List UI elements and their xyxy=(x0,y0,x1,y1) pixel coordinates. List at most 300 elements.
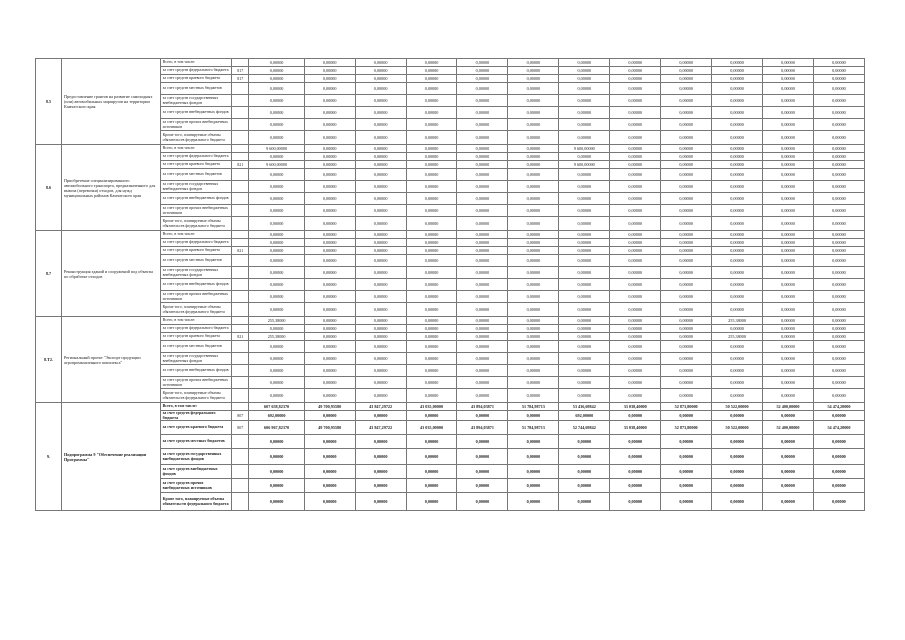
amount-cell: 0,00000 xyxy=(763,279,814,291)
budget-code xyxy=(232,107,249,119)
amount-cell: 0,00000 xyxy=(304,193,355,205)
amount-cell: 0,00000 xyxy=(406,193,457,205)
amount-cell: 0,00000 xyxy=(249,181,304,193)
amount-cell: 0,00000 xyxy=(304,145,355,153)
amount-cell: 0,00000 xyxy=(355,449,406,465)
amount-cell: 0,00000 xyxy=(661,303,712,317)
funding-source: за счет средств прочих внебюджетных источников xyxy=(160,205,232,217)
table-row xyxy=(36,303,865,317)
amount-cell: 0,00000 xyxy=(661,493,712,511)
amount-cell: 0,00000 xyxy=(457,83,508,95)
amount-cell: 43 894,03871 xyxy=(457,421,508,435)
table-row xyxy=(36,449,865,465)
amount-cell: 0,00000 xyxy=(813,303,864,317)
table-row xyxy=(36,247,865,255)
funding-source: за счет средств краевого бюджета xyxy=(160,421,232,435)
amount-cell: 0,00000 xyxy=(610,449,661,465)
table-row xyxy=(36,353,865,365)
funding-source: за счет средств федерального бюджета xyxy=(160,239,232,247)
amount-cell: 0,00000 xyxy=(813,107,864,119)
amount-cell: 0,00000 xyxy=(559,341,610,353)
amount-cell: 0,00000 xyxy=(457,247,508,255)
amount-cell: 0,00000 xyxy=(813,493,864,511)
amount-cell: 0,00000 xyxy=(661,279,712,291)
amount-cell: 0,00000 xyxy=(813,161,864,169)
funding-source: за счет средств местных бюджетов xyxy=(160,255,232,267)
section-code: 8.7 xyxy=(36,231,62,317)
amount-cell: 0,00000 xyxy=(508,377,559,389)
section-code: 8.Т2. xyxy=(36,317,62,403)
amount-cell: 0,00000 xyxy=(249,231,304,239)
amount-cell: 0,00000 xyxy=(661,325,712,333)
funding-source: за счет средств государственных внебюджетных фондов xyxy=(160,181,232,193)
amount-cell: 0,00000 xyxy=(559,107,610,119)
amount-cell: 0,00000 xyxy=(304,341,355,353)
funding-source: за счет средств местных бюджетов xyxy=(160,83,232,95)
amount-cell: 606 967,82370 xyxy=(249,421,304,435)
funding-source: за счет средств государственных внебюджетных фондов xyxy=(160,95,232,107)
amount-cell: 0,00000 xyxy=(661,67,712,75)
amount-cell: 0,00000 xyxy=(610,377,661,389)
table-row xyxy=(36,317,865,325)
amount-cell: 0,00000 xyxy=(355,59,406,67)
amount-cell: 0,00000 xyxy=(813,365,864,377)
amount-cell: 0,00000 xyxy=(304,255,355,267)
amount-cell: 0,00000 xyxy=(610,217,661,231)
amount-cell: 0,00000 xyxy=(304,153,355,161)
table-row xyxy=(36,389,865,403)
amount-cell: 0,00000 xyxy=(763,217,814,231)
amount-cell: 0,00000 xyxy=(304,181,355,193)
amount-cell: 0,00000 xyxy=(406,231,457,239)
amount-cell: 0,00000 xyxy=(249,255,304,267)
amount-cell: 51 784,98713 xyxy=(508,421,559,435)
budget-code: 817 xyxy=(232,75,249,83)
amount-cell: 0,00000 xyxy=(712,279,763,291)
amount-cell: 0,00000 xyxy=(559,255,610,267)
amount-cell: 0,00000 xyxy=(610,59,661,67)
amount-cell: 0,00000 xyxy=(610,83,661,95)
amount-cell: 0,00000 xyxy=(610,303,661,317)
amount-cell: 0,00000 xyxy=(712,353,763,365)
table-row xyxy=(36,377,865,389)
amount-cell: 0,00000 xyxy=(661,161,712,169)
amount-cell: 0,00000 xyxy=(406,435,457,449)
amount-cell: 0,00000 xyxy=(813,181,864,193)
section-title: Региональный проект "Экспорт продукции агропромышленного комплекса" xyxy=(62,317,161,403)
section-code: 8.6 xyxy=(36,145,62,231)
amount-cell: 0,00000 xyxy=(763,389,814,403)
amount-cell: 607 658,82370 xyxy=(249,403,304,411)
amount-cell: 0,00000 xyxy=(559,95,610,107)
amount-cell: 0,00000 xyxy=(610,365,661,377)
amount-cell: 0,00000 xyxy=(661,75,712,83)
amount-cell: 0,00000 xyxy=(457,435,508,449)
table-row xyxy=(36,325,865,333)
amount-cell: 0,00000 xyxy=(304,231,355,239)
amount-cell: 0,00000 xyxy=(457,449,508,465)
amount-cell: 0,00000 xyxy=(249,169,304,181)
amount-cell: 0,00000 xyxy=(712,153,763,161)
amount-cell: 0,00000 xyxy=(457,217,508,231)
amount-cell: 0,00000 xyxy=(712,465,763,479)
amount-cell: 0,00000 xyxy=(355,107,406,119)
amount-cell: 0,00000 xyxy=(304,377,355,389)
amount-cell: 0,00000 xyxy=(813,119,864,131)
amount-cell: 0,00000 xyxy=(355,153,406,161)
amount-cell: 0,00000 xyxy=(508,83,559,95)
amount-cell: 0,00000 xyxy=(508,325,559,333)
amount-cell: 0,00000 xyxy=(249,95,304,107)
amount-cell: 0,00000 xyxy=(661,119,712,131)
amount-cell: 0,00000 xyxy=(559,169,610,181)
amount-cell: 0,00000 xyxy=(763,291,814,303)
budget-code xyxy=(232,279,249,291)
amount-cell: 0,00000 xyxy=(355,255,406,267)
amount-cell: 0,00000 xyxy=(763,255,814,267)
amount-cell: 0,00000 xyxy=(355,435,406,449)
amount-cell: 0,00000 xyxy=(457,119,508,131)
amount-cell: 0,00000 xyxy=(813,267,864,279)
amount-cell: 0,00000 xyxy=(763,83,814,95)
amount-cell: 0,00000 xyxy=(559,181,610,193)
amount-cell: 0,00000 xyxy=(813,449,864,465)
amount-cell: 0,00000 xyxy=(508,465,559,479)
amount-cell: 0,00000 xyxy=(457,291,508,303)
amount-cell: 0,00000 xyxy=(457,95,508,107)
amount-cell: 0,00000 xyxy=(249,247,304,255)
amount-cell: 0,00000 xyxy=(610,247,661,255)
funding-source: за счет средств прочих внебюджетных источников xyxy=(160,479,232,493)
budget-code xyxy=(232,217,249,231)
amount-cell: 9 600,00000 xyxy=(249,145,304,153)
amount-cell: 0,00000 xyxy=(457,161,508,169)
amount-cell: 0,00000 xyxy=(712,205,763,217)
table-row xyxy=(36,239,865,247)
amount-cell: 0,00000 xyxy=(610,95,661,107)
amount-cell: 43 035,00000 xyxy=(406,421,457,435)
amount-cell: 0,00000 xyxy=(406,169,457,181)
amount-cell: 0,00000 xyxy=(406,449,457,465)
amount-cell: 0,00000 xyxy=(457,239,508,247)
amount-cell: 0,00000 xyxy=(559,303,610,317)
amount-cell: 0,00000 xyxy=(406,67,457,75)
amount-cell: 0,00000 xyxy=(304,95,355,107)
amount-cell: 0,00000 xyxy=(559,479,610,493)
amount-cell: 0,00000 xyxy=(457,317,508,325)
budget-code xyxy=(232,389,249,403)
amount-cell: 0,00000 xyxy=(610,239,661,247)
table-row xyxy=(36,193,865,205)
budget-code xyxy=(232,353,249,365)
amount-cell: 0,00000 xyxy=(508,59,559,67)
amount-cell: 0,00000 xyxy=(249,217,304,231)
funding-source: за счет средств внебюджетных фондов xyxy=(160,193,232,205)
amount-cell: 0,00000 xyxy=(610,341,661,353)
amount-cell: 0,00000 xyxy=(559,75,610,83)
amount-cell: 0,00000 xyxy=(355,169,406,181)
amount-cell: 0,00000 xyxy=(763,465,814,479)
funding-source: за счет средств внебюджетных фондов xyxy=(160,465,232,479)
amount-cell: 0,00000 xyxy=(249,75,304,83)
amount-cell: 0,00000 xyxy=(304,333,355,341)
amount-cell: 0,00000 xyxy=(610,279,661,291)
amount-cell: 0,00000 xyxy=(813,95,864,107)
amount-cell: 0,00000 xyxy=(304,107,355,119)
amount-cell: 0,00000 xyxy=(304,479,355,493)
amount-cell: 0,00000 xyxy=(661,169,712,181)
amount-cell: 0,00000 xyxy=(813,169,864,181)
amount-cell: 0,00000 xyxy=(610,169,661,181)
table-row xyxy=(36,95,865,107)
funding-source: за счет средств федерального бюджета xyxy=(160,153,232,161)
amount-cell: 0,00000 xyxy=(508,479,559,493)
amount-cell: 0,00000 xyxy=(355,231,406,239)
amount-cell: 0,00000 xyxy=(508,247,559,255)
amount-cell: 0,00000 xyxy=(661,389,712,403)
amount-cell: 0,00000 xyxy=(304,161,355,169)
amount-cell: 0,00000 xyxy=(610,107,661,119)
amount-cell: 0,00000 xyxy=(813,247,864,255)
amount-cell: 0,00000 xyxy=(763,341,814,353)
amount-cell: 54 474,20000 xyxy=(813,421,864,435)
amount-cell: 0,00000 xyxy=(610,317,661,325)
amount-cell: 0,00000 xyxy=(610,181,661,193)
amount-cell: 0,00000 xyxy=(249,325,304,333)
amount-cell: 0,00000 xyxy=(661,131,712,145)
amount-cell: 0,00000 xyxy=(661,247,712,255)
amount-cell: 0,00000 xyxy=(610,389,661,403)
amount-cell: 0,00000 xyxy=(457,267,508,279)
amount-cell: 0,00000 xyxy=(813,389,864,403)
amount-cell: 0,00000 xyxy=(712,83,763,95)
amount-cell: 0,00000 xyxy=(610,325,661,333)
amount-cell: 0,00000 xyxy=(712,217,763,231)
amount-cell: 0,00000 xyxy=(355,479,406,493)
amount-cell: 0,00000 xyxy=(457,353,508,365)
amount-cell: 0,00000 xyxy=(610,67,661,75)
amount-cell: 0,00000 xyxy=(763,267,814,279)
amount-cell: 33 038,40000 xyxy=(610,403,661,411)
funding-source: за счет средств краевого бюджета xyxy=(160,333,232,341)
amount-cell: 0,00000 xyxy=(304,247,355,255)
section-title: Приобретение специализированного автомобильного транспорта, предназначенного для вывоза (перевозки) отходов, для нужд муниципальных районов Камчатского края xyxy=(62,145,161,231)
amount-cell: 0,00000 xyxy=(406,279,457,291)
amount-cell: 0,00000 xyxy=(763,411,814,421)
amount-cell: 51 784,98713 xyxy=(508,403,559,411)
amount-cell: 0,00000 xyxy=(712,95,763,107)
funding-source: за счет средств внебюджетных фондов xyxy=(160,279,232,291)
table-row xyxy=(36,411,865,421)
amount-cell: 43 847,29722 xyxy=(355,421,406,435)
funding-source: за счет средств краевого бюджета xyxy=(160,75,232,83)
funding-source: за счет средств местных бюджетов xyxy=(160,435,232,449)
amount-cell: 0,00000 xyxy=(712,161,763,169)
budget-code: 807 xyxy=(232,411,249,421)
amount-cell: 0,00000 xyxy=(813,231,864,239)
amount-cell: 0,00000 xyxy=(559,247,610,255)
budget-code xyxy=(232,131,249,145)
amount-cell: 0,00000 xyxy=(406,181,457,193)
amount-cell: 0,00000 xyxy=(661,353,712,365)
amount-cell: 0,00000 xyxy=(610,255,661,267)
amount-cell: 0,00000 xyxy=(304,353,355,365)
amount-cell: 0,00000 xyxy=(457,131,508,145)
amount-cell: 0,00000 xyxy=(763,75,814,83)
amount-cell: 0,00000 xyxy=(508,365,559,377)
amount-cell: 0,00000 xyxy=(610,333,661,341)
amount-cell: 0,00000 xyxy=(457,333,508,341)
amount-cell: 0,00000 xyxy=(712,291,763,303)
amount-cell: 0,00000 xyxy=(249,279,304,291)
amount-cell: 0,00000 xyxy=(813,291,864,303)
amount-cell: 0,00000 xyxy=(406,247,457,255)
amount-cell: 0,00000 xyxy=(813,377,864,389)
funding-source: за счет средств прочих внебюджетных источников xyxy=(160,119,232,131)
amount-cell: 0,00000 xyxy=(712,239,763,247)
amount-cell: 0,00000 xyxy=(457,255,508,267)
amount-cell: 0,00000 xyxy=(457,231,508,239)
table-row xyxy=(36,153,865,161)
funding-source: за счет средств местных бюджетов xyxy=(160,341,232,353)
amount-cell: 0,00000 xyxy=(763,247,814,255)
amount-cell: 0,00000 xyxy=(813,75,864,83)
section-title: Предоставление грантов на развитие самоходных (или) автомобильных маршрутов на территории Камчатского края xyxy=(62,59,161,145)
amount-cell: 0,00000 xyxy=(457,325,508,333)
amount-cell: 0,00000 xyxy=(610,353,661,365)
amount-cell: 0,00000 xyxy=(813,479,864,493)
budget-code xyxy=(232,465,249,479)
funding-source: за счет средств федерального бюджета xyxy=(160,67,232,75)
amount-cell: 0,00000 xyxy=(249,493,304,511)
amount-cell: 0,00000 xyxy=(813,239,864,247)
amount-cell: 0,00000 xyxy=(763,449,814,465)
amount-cell: 0,00000 xyxy=(712,145,763,153)
budget-code xyxy=(232,193,249,205)
funding-source: за счет средств краевого бюджета xyxy=(160,161,232,169)
amount-cell: 0,00000 xyxy=(712,267,763,279)
funding-source: Всего, в том числе: xyxy=(160,59,232,67)
amount-cell: 0,00000 xyxy=(763,161,814,169)
amount-cell: 0,00000 xyxy=(304,239,355,247)
amount-cell: 0,00000 xyxy=(559,317,610,325)
amount-cell: 692,00000 xyxy=(559,411,610,421)
amount-cell: 0,00000 xyxy=(661,145,712,153)
amount-cell: 0,00000 xyxy=(661,449,712,465)
amount-cell: 0,00000 xyxy=(661,291,712,303)
amount-cell: 0,00000 xyxy=(355,465,406,479)
funding-source: за счет средств внебюджетных фондов xyxy=(160,107,232,119)
amount-cell: 0,00000 xyxy=(355,411,406,421)
section-title: Подпрограмма 9 "Обеспечение реализации Программы" xyxy=(62,403,161,511)
budget-code xyxy=(232,239,249,247)
amount-cell: 0,00000 xyxy=(712,303,763,317)
amount-cell: 0,00000 xyxy=(249,465,304,479)
amount-cell: 0,00000 xyxy=(763,193,814,205)
amount-cell: 0,00000 xyxy=(610,131,661,145)
amount-cell: 0,00000 xyxy=(559,59,610,67)
amount-cell: 0,00000 xyxy=(508,267,559,279)
amount-cell: 52 744,69842 xyxy=(559,421,610,435)
amount-cell: 0,00000 xyxy=(355,145,406,153)
amount-cell: 0,00000 xyxy=(355,67,406,75)
amount-cell: 52 400,00000 xyxy=(763,403,814,411)
funding-source: за счет средств государственных внебюджетных фондов xyxy=(160,449,232,465)
amount-cell: 0,00000 xyxy=(813,153,864,161)
amount-cell: 0,00000 xyxy=(661,153,712,161)
amount-cell: 0,00000 xyxy=(813,411,864,421)
amount-cell: 0,00000 xyxy=(457,193,508,205)
amount-cell: 0,00000 xyxy=(610,161,661,169)
amount-cell: 0,00000 xyxy=(712,231,763,239)
amount-cell: 0,00000 xyxy=(304,131,355,145)
amount-cell: 0,00000 xyxy=(406,255,457,267)
amount-cell: 0,00000 xyxy=(406,303,457,317)
amount-cell: 0,00000 xyxy=(559,131,610,145)
amount-cell: 255,38000 xyxy=(249,317,304,325)
amount-cell: 0,00000 xyxy=(406,239,457,247)
amount-cell: 0,00000 xyxy=(406,153,457,161)
amount-cell: 0,00000 xyxy=(712,341,763,353)
budget-code xyxy=(232,119,249,131)
amount-cell: 0,00000 xyxy=(813,205,864,217)
amount-cell: 0,00000 xyxy=(712,247,763,255)
amount-cell: 0,00000 xyxy=(406,59,457,67)
amount-cell: 0,00000 xyxy=(508,353,559,365)
budget-code xyxy=(232,205,249,217)
amount-cell: 0,00000 xyxy=(457,303,508,317)
amount-cell: 0,00000 xyxy=(813,145,864,153)
amount-cell: 0,00000 xyxy=(508,333,559,341)
table-row xyxy=(36,83,865,95)
amount-cell: 0,00000 xyxy=(249,193,304,205)
amount-cell: 43 847,29722 xyxy=(355,403,406,411)
amount-cell: 0,00000 xyxy=(508,493,559,511)
budget-code xyxy=(232,267,249,279)
budget-code xyxy=(232,317,249,325)
amount-cell: 0,00000 xyxy=(249,377,304,389)
amount-cell: 0,00000 xyxy=(406,95,457,107)
amount-cell: 0,00000 xyxy=(712,255,763,267)
amount-cell: 52 873,80000 xyxy=(661,403,712,411)
amount-cell: 0,00000 xyxy=(712,107,763,119)
amount-cell: 0,00000 xyxy=(304,67,355,75)
amount-cell: 9 600,00000 xyxy=(249,161,304,169)
amount-cell: 0,00000 xyxy=(406,493,457,511)
amount-cell: 0,00000 xyxy=(610,435,661,449)
amount-cell: 0,00000 xyxy=(712,131,763,145)
amount-cell: 0,00000 xyxy=(559,67,610,75)
amount-cell: 0,00000 xyxy=(355,119,406,131)
amount-cell: 0,00000 xyxy=(763,145,814,153)
budget-code xyxy=(232,341,249,353)
amount-cell: 43 035,00000 xyxy=(406,403,457,411)
amount-cell: 0,00000 xyxy=(406,341,457,353)
amount-cell: 0,00000 xyxy=(763,205,814,217)
budget-code: 817 xyxy=(232,67,249,75)
amount-cell: 0,00000 xyxy=(508,303,559,317)
budget-code xyxy=(232,153,249,161)
amount-cell: 0,00000 xyxy=(406,161,457,169)
amount-cell: 0,00000 xyxy=(406,107,457,119)
table-row xyxy=(36,67,865,75)
amount-cell: 255,38000 xyxy=(249,333,304,341)
budget-code xyxy=(232,291,249,303)
amount-cell: 0,00000 xyxy=(406,333,457,341)
budget-code: 821 xyxy=(232,333,249,341)
budget-code xyxy=(232,255,249,267)
budget-table xyxy=(35,58,865,511)
